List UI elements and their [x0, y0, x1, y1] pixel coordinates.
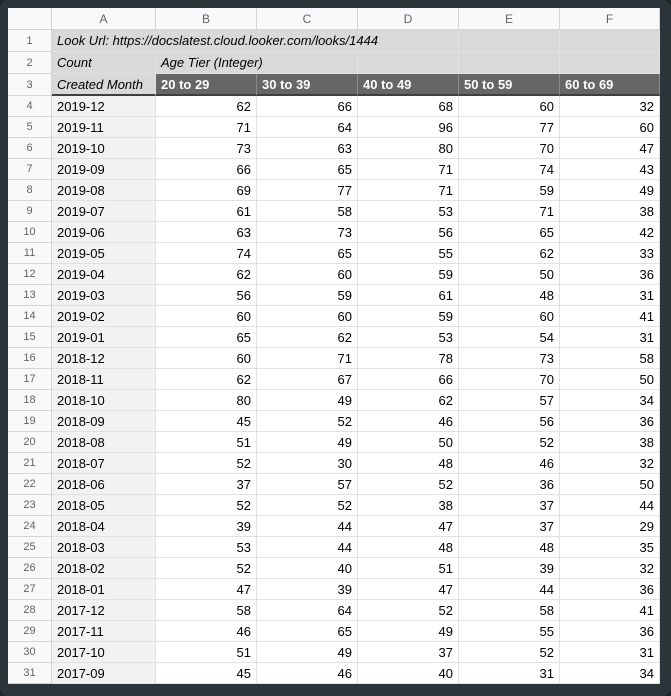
row-number[interactable]: 18: [8, 390, 52, 411]
value-cell[interactable]: 73: [156, 138, 257, 159]
row-number[interactable]: 12: [8, 264, 52, 285]
value-cell[interactable]: 62: [257, 327, 358, 348]
value-cell[interactable]: 61: [156, 201, 257, 222]
value-cell[interactable]: 59: [358, 306, 459, 327]
row-number[interactable]: 23: [8, 495, 52, 516]
month-cell[interactable]: 2018-01: [52, 579, 156, 600]
value-cell[interactable]: 34: [560, 663, 660, 684]
value-cell[interactable]: 31: [560, 285, 660, 306]
value-cell[interactable]: 52: [156, 558, 257, 579]
table-row: [8, 306, 660, 327]
month-cell[interactable]: 2019-12: [52, 96, 156, 117]
row-number[interactable]: 22: [8, 474, 52, 495]
value-cell[interactable]: 53: [358, 201, 459, 222]
value-cell[interactable]: 70: [459, 138, 560, 159]
row-number[interactable]: 16: [8, 348, 52, 369]
table-row: [8, 369, 660, 390]
value-cell[interactable]: 39: [459, 558, 560, 579]
value-cell[interactable]: 58: [156, 600, 257, 621]
value-cell[interactable]: 48: [358, 453, 459, 474]
look-url-cell[interactable]: Look Url: https://docslatest.cloud.looker.com/looks/1444: [52, 30, 459, 52]
value-cell[interactable]: 56: [358, 222, 459, 243]
row-number[interactable]: 9: [8, 201, 52, 222]
value-cell[interactable]: 31: [560, 327, 660, 348]
value-cell[interactable]: 60: [459, 306, 560, 327]
value-cell[interactable]: 49: [257, 432, 358, 453]
value-cell[interactable]: 78: [358, 348, 459, 369]
row-number[interactable]: 8: [8, 180, 52, 201]
table-row: [8, 390, 660, 411]
empty-cell[interactable]: [459, 52, 560, 74]
column-header-d[interactable]: D: [358, 8, 459, 30]
value-cell[interactable]: 71: [459, 201, 560, 222]
month-cell[interactable]: 2019-11: [52, 117, 156, 138]
value-cell[interactable]: 47: [156, 579, 257, 600]
value-cell[interactable]: 69: [156, 180, 257, 201]
value-cell[interactable]: 73: [257, 222, 358, 243]
value-cell[interactable]: 67: [257, 369, 358, 390]
month-cell[interactable]: 2018-10: [52, 390, 156, 411]
value-cell[interactable]: 37: [459, 495, 560, 516]
row-number[interactable]: 1: [8, 30, 52, 52]
value-cell[interactable]: 48: [459, 537, 560, 558]
value-cell[interactable]: 52: [459, 642, 560, 663]
value-cell[interactable]: 71: [358, 159, 459, 180]
value-cell[interactable]: 32: [560, 453, 660, 474]
row-number[interactable]: 19: [8, 411, 52, 432]
value-cell[interactable]: 51: [156, 432, 257, 453]
value-cell[interactable]: 38: [560, 432, 660, 453]
month-cell[interactable]: 2018-02: [52, 558, 156, 579]
value-cell[interactable]: 60: [257, 264, 358, 285]
month-cell[interactable]: 2018-09: [52, 411, 156, 432]
value-cell[interactable]: 52: [358, 600, 459, 621]
dimension-label-cell[interactable]: Created Month: [52, 74, 156, 96]
value-cell[interactable]: 33: [560, 243, 660, 264]
value-cell[interactable]: 55: [358, 243, 459, 264]
row-number[interactable]: 3: [8, 74, 52, 96]
value-cell[interactable]: 52: [257, 495, 358, 516]
table-row: [8, 180, 660, 201]
value-cell[interactable]: 36: [560, 411, 660, 432]
row-number[interactable]: 31: [8, 663, 52, 684]
month-cell[interactable]: 2019-03: [52, 285, 156, 306]
value-cell[interactable]: 41: [560, 600, 660, 621]
value-cell[interactable]: 52: [156, 495, 257, 516]
value-cell[interactable]: 48: [459, 285, 560, 306]
month-cell[interactable]: 2017-10: [52, 642, 156, 663]
month-cell[interactable]: 2019-07: [52, 201, 156, 222]
value-cell[interactable]: 61: [358, 285, 459, 306]
value-cell[interactable]: 40: [358, 663, 459, 684]
age-bucket-header-cell[interactable]: 30 to 39: [257, 74, 358, 96]
value-cell[interactable]: 80: [358, 138, 459, 159]
table-row: [8, 642, 660, 663]
value-cell[interactable]: 39: [257, 579, 358, 600]
table-row: [8, 537, 660, 558]
value-cell[interactable]: 60: [459, 96, 560, 117]
month-cell[interactable]: 2018-08: [52, 432, 156, 453]
value-cell[interactable]: 47: [560, 138, 660, 159]
value-cell[interactable]: 37: [156, 474, 257, 495]
month-cell[interactable]: 2019-05: [52, 243, 156, 264]
value-cell[interactable]: 31: [459, 663, 560, 684]
table-row: [8, 201, 660, 222]
row-number[interactable]: 25: [8, 537, 52, 558]
value-cell[interactable]: 46: [156, 621, 257, 642]
value-cell[interactable]: 71: [257, 348, 358, 369]
row-number[interactable]: 10: [8, 222, 52, 243]
value-cell[interactable]: 47: [358, 579, 459, 600]
month-cell[interactable]: 2018-07: [52, 453, 156, 474]
table-row: [8, 264, 660, 285]
table-row: [8, 348, 660, 369]
table-row: [8, 600, 660, 621]
value-cell[interactable]: 56: [156, 285, 257, 306]
value-cell[interactable]: 38: [560, 201, 660, 222]
value-cell[interactable]: 53: [358, 327, 459, 348]
column-header-e[interactable]: E: [459, 8, 560, 30]
month-cell[interactable]: 2017-12: [52, 600, 156, 621]
value-cell[interactable]: 60: [156, 306, 257, 327]
value-cell[interactable]: 62: [156, 369, 257, 390]
value-cell[interactable]: 53: [156, 537, 257, 558]
column-header-c[interactable]: C: [257, 8, 358, 30]
month-cell[interactable]: 2019-10: [52, 138, 156, 159]
row-number[interactable]: 6: [8, 138, 52, 159]
value-cell[interactable]: 50: [560, 474, 660, 495]
month-cell[interactable]: 2019-02: [52, 306, 156, 327]
value-cell[interactable]: 50: [560, 369, 660, 390]
value-cell[interactable]: 58: [459, 600, 560, 621]
value-cell[interactable]: 44: [560, 495, 660, 516]
column-header-b[interactable]: B: [156, 8, 257, 30]
value-cell[interactable]: 65: [459, 222, 560, 243]
value-cell[interactable]: 57: [257, 474, 358, 495]
value-cell[interactable]: 52: [358, 474, 459, 495]
value-cell[interactable]: 40: [257, 558, 358, 579]
value-cell[interactable]: 38: [358, 495, 459, 516]
row-number[interactable]: 27: [8, 579, 52, 600]
empty-cell[interactable]: [459, 30, 560, 52]
value-cell[interactable]: 36: [560, 264, 660, 285]
value-cell[interactable]: 44: [459, 579, 560, 600]
value-cell[interactable]: 59: [358, 264, 459, 285]
value-cell[interactable]: 45: [156, 663, 257, 684]
value-cell[interactable]: 96: [358, 117, 459, 138]
value-cell[interactable]: 30: [257, 453, 358, 474]
value-cell[interactable]: 47: [358, 516, 459, 537]
value-cell[interactable]: 58: [560, 348, 660, 369]
value-cell[interactable]: 41: [560, 306, 660, 327]
month-cell[interactable]: 2019-08: [52, 180, 156, 201]
row-number[interactable]: 14: [8, 306, 52, 327]
age-bucket-header-cell[interactable]: 60 to 69: [560, 74, 660, 96]
value-cell[interactable]: 65: [257, 243, 358, 264]
value-cell[interactable]: 60: [560, 117, 660, 138]
month-cell[interactable]: 2018-04: [52, 516, 156, 537]
sheet-row-2: [8, 52, 660, 74]
value-cell[interactable]: 49: [257, 642, 358, 663]
value-cell[interactable]: 42: [560, 222, 660, 243]
table-row: [8, 117, 660, 138]
value-cell[interactable]: 62: [358, 390, 459, 411]
value-cell[interactable]: 44: [257, 537, 358, 558]
month-cell[interactable]: 2018-12: [52, 348, 156, 369]
row-number[interactable]: 13: [8, 285, 52, 306]
value-cell[interactable]: 32: [560, 96, 660, 117]
value-cell[interactable]: 59: [257, 285, 358, 306]
table-row: [8, 411, 660, 432]
value-cell[interactable]: 65: [156, 327, 257, 348]
value-cell[interactable]: 52: [459, 432, 560, 453]
value-cell[interactable]: 59: [459, 180, 560, 201]
value-cell[interactable]: 31: [560, 642, 660, 663]
value-cell[interactable]: 77: [459, 117, 560, 138]
value-cell[interactable]: 44: [257, 516, 358, 537]
table-row: [8, 474, 660, 495]
value-cell[interactable]: 66: [257, 96, 358, 117]
value-cell[interactable]: 74: [156, 243, 257, 264]
value-cell[interactable]: 36: [459, 474, 560, 495]
value-cell[interactable]: 37: [459, 516, 560, 537]
value-cell[interactable]: 50: [358, 432, 459, 453]
row-number[interactable]: 26: [8, 558, 52, 579]
value-cell[interactable]: 36: [560, 579, 660, 600]
value-cell[interactable]: 63: [257, 138, 358, 159]
row-number[interactable]: 11: [8, 243, 52, 264]
row-number[interactable]: 2: [8, 52, 52, 74]
row-number[interactable]: 20: [8, 432, 52, 453]
table-row: [8, 495, 660, 516]
table-row: [8, 222, 660, 243]
month-cell[interactable]: 2019-04: [52, 264, 156, 285]
value-cell[interactable]: 57: [459, 390, 560, 411]
row-number[interactable]: 17: [8, 369, 52, 390]
value-cell[interactable]: 62: [459, 243, 560, 264]
table-row: [8, 453, 660, 474]
value-cell[interactable]: 54: [459, 327, 560, 348]
value-cell[interactable]: 39: [156, 516, 257, 537]
value-cell[interactable]: 49: [560, 180, 660, 201]
row-number[interactable]: 29: [8, 621, 52, 642]
value-cell[interactable]: 56: [459, 411, 560, 432]
value-cell[interactable]: 65: [257, 159, 358, 180]
row-number[interactable]: 28: [8, 600, 52, 621]
age-bucket-header-cell[interactable]: 20 to 29: [156, 74, 257, 96]
table-row: [8, 327, 660, 348]
value-cell[interactable]: 37: [358, 642, 459, 663]
value-cell[interactable]: 35: [560, 537, 660, 558]
table-row: [8, 285, 660, 306]
value-cell[interactable]: 70: [459, 369, 560, 390]
value-cell[interactable]: 74: [459, 159, 560, 180]
age-bucket-header-cell[interactable]: 40 to 49: [358, 74, 459, 96]
value-cell[interactable]: 66: [358, 369, 459, 390]
value-cell[interactable]: 46: [257, 663, 358, 684]
value-cell[interactable]: 48: [358, 537, 459, 558]
value-cell[interactable]: 62: [156, 96, 257, 117]
value-cell[interactable]: 32: [560, 558, 660, 579]
month-cell[interactable]: 2018-11: [52, 369, 156, 390]
value-cell[interactable]: 60: [156, 348, 257, 369]
table-row: [8, 432, 660, 453]
spreadsheet-grid: [8, 8, 660, 684]
value-cell[interactable]: 50: [459, 264, 560, 285]
pivot-label-cell[interactable]: Age Tier (Integer): [156, 52, 358, 74]
value-cell[interactable]: 63: [156, 222, 257, 243]
value-cell[interactable]: 71: [358, 180, 459, 201]
row-number[interactable]: 7: [8, 159, 52, 180]
month-cell[interactable]: 2018-06: [52, 474, 156, 495]
table-row: [8, 243, 660, 264]
measure-label-cell[interactable]: Count: [52, 52, 156, 74]
sheet-row-1: [8, 30, 660, 52]
value-cell[interactable]: 66: [156, 159, 257, 180]
value-cell[interactable]: 77: [257, 180, 358, 201]
month-cell[interactable]: 2019-01: [52, 327, 156, 348]
value-cell[interactable]: 43: [560, 159, 660, 180]
month-cell[interactable]: 2019-06: [52, 222, 156, 243]
value-cell[interactable]: 68: [358, 96, 459, 117]
value-cell[interactable]: 58: [257, 201, 358, 222]
value-cell[interactable]: 49: [257, 390, 358, 411]
value-cell[interactable]: 71: [156, 117, 257, 138]
table-row: [8, 138, 660, 159]
value-cell[interactable]: 52: [156, 453, 257, 474]
value-cell[interactable]: 55: [459, 621, 560, 642]
month-cell[interactable]: 2017-09: [52, 663, 156, 684]
sheet-row-3: [8, 74, 660, 96]
value-cell[interactable]: 52: [257, 411, 358, 432]
value-cell[interactable]: 34: [560, 390, 660, 411]
data-rows: [8, 96, 660, 684]
value-cell[interactable]: 60: [257, 306, 358, 327]
value-cell[interactable]: 51: [358, 558, 459, 579]
table-row: [8, 579, 660, 600]
age-bucket-header-cell[interactable]: 50 to 59: [459, 74, 560, 96]
table-row: [8, 621, 660, 642]
month-cell[interactable]: 2018-03: [52, 537, 156, 558]
month-cell[interactable]: 2018-05: [52, 495, 156, 516]
table-row: [8, 159, 660, 180]
row-number[interactable]: 30: [8, 642, 52, 663]
row-number[interactable]: 15: [8, 327, 52, 348]
value-cell[interactable]: 45: [156, 411, 257, 432]
column-header-row: [8, 8, 660, 30]
value-cell[interactable]: 51: [156, 642, 257, 663]
table-row: [8, 558, 660, 579]
value-cell[interactable]: 65: [257, 621, 358, 642]
value-cell[interactable]: 46: [459, 453, 560, 474]
select-all-corner[interactable]: [8, 8, 52, 30]
row-number[interactable]: 24: [8, 516, 52, 537]
column-header-f[interactable]: F: [560, 8, 660, 30]
column-header-a[interactable]: A: [52, 8, 156, 30]
value-cell[interactable]: 62: [156, 264, 257, 285]
table-row: [8, 663, 660, 684]
empty-cell[interactable]: [358, 52, 459, 74]
table-row: [8, 516, 660, 537]
value-cell[interactable]: 46: [358, 411, 459, 432]
empty-cell[interactable]: [560, 30, 660, 52]
table-row: [8, 96, 660, 117]
value-cell[interactable]: 73: [459, 348, 560, 369]
value-cell[interactable]: 80: [156, 390, 257, 411]
row-number[interactable]: 21: [8, 453, 52, 474]
row-number[interactable]: 5: [8, 117, 52, 138]
value-cell[interactable]: 64: [257, 117, 358, 138]
row-number[interactable]: 4: [8, 96, 52, 117]
value-cell[interactable]: 49: [358, 621, 459, 642]
value-cell[interactable]: 29: [560, 516, 660, 537]
value-cell[interactable]: 36: [560, 621, 660, 642]
value-cell[interactable]: 64: [257, 600, 358, 621]
empty-cell[interactable]: [560, 52, 660, 74]
month-cell[interactable]: 2017-11: [52, 621, 156, 642]
month-cell[interactable]: 2019-09: [52, 159, 156, 180]
